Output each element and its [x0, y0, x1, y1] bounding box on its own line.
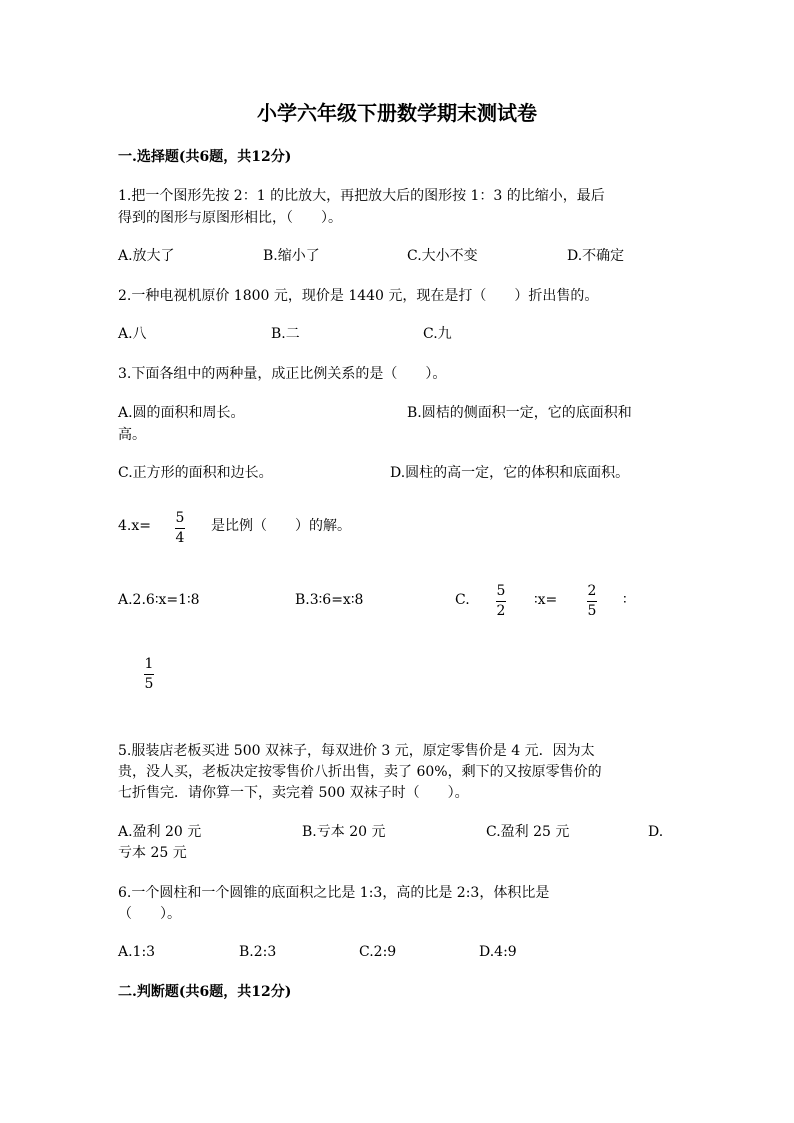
question-4-option-c-fraction-3: [144, 657, 154, 692]
page-title: 小学六年级下册数学期末测试卷: [257, 101, 537, 125]
question-4-fraction: [175, 511, 185, 546]
question-1-option-b[interactable]: B.缩小了: [263, 248, 320, 264]
question-4-option-c-mid: ∶x=: [534, 592, 558, 608]
fraction-denominator: 4: [175, 530, 185, 546]
question-3-option-c[interactable]: C.正方形的面积和边长。: [118, 465, 273, 481]
fraction-bar: [144, 674, 154, 675]
fraction-denominator: 2: [496, 603, 506, 619]
question-5-line-1: 5.服装店老板买进 500 双袜子，每双进价 3 元，原定零售价是 4 元．因为太: [118, 743, 595, 759]
fraction-bar: [587, 601, 597, 602]
question-4-option-c-colon: ∶: [623, 592, 627, 608]
fraction-denominator: 5: [587, 603, 597, 619]
question-1-option-d[interactable]: D.不确定: [567, 248, 625, 264]
question-6-option-d[interactable]: D.4:9: [479, 944, 517, 960]
question-6-line-1: 6.一个圆柱和一个圆锥的底面积之比是 1:3，高的比是 2:3，体积比是: [118, 885, 550, 901]
question-6-option-a[interactable]: A.1:3: [118, 944, 156, 960]
fraction-numerator: 5: [175, 510, 185, 526]
fraction-bar: [496, 601, 506, 602]
question-5-option-d[interactable]: D.: [648, 824, 664, 840]
fraction-bar: [175, 528, 185, 529]
question-4-option-a[interactable]: A.2.6∶x=1∶8: [118, 592, 200, 608]
question-2-option-b[interactable]: B.二: [271, 326, 300, 342]
question-3-line-1: 3.下面各组中的两种量，成正比例关系的是（ ）。: [118, 366, 447, 382]
question-4-option-b[interactable]: B.3∶6=x∶8: [295, 592, 364, 608]
question-3-option-a[interactable]: A.圆的面积和周长。: [118, 405, 245, 421]
question-6-option-c[interactable]: C.2:9: [359, 944, 397, 960]
question-3-option-d[interactable]: D.圆柱的高一定，它的体积和底面积。: [390, 465, 630, 481]
question-4-suffix: 是比例（ ）的解。: [211, 518, 351, 534]
fraction-numerator: 1: [144, 656, 154, 672]
question-4-prefix: 4.x=: [118, 518, 151, 534]
question-2-option-a[interactable]: A.八: [118, 326, 147, 342]
section-heading-judgement: 二.判断题(共6题，共12分): [118, 984, 292, 1000]
question-5-option-b[interactable]: B.亏本 20 元: [302, 824, 386, 840]
question-2-option-c[interactable]: C.九: [423, 326, 452, 342]
question-5-option-d-wrap: 亏本 25 元: [118, 845, 187, 861]
question-5-line-2: 贵，没人买，老板决定按零售价八折出售，卖了 60%，剩下的又按原零售价的: [118, 764, 602, 780]
question-1-option-c[interactable]: C.大小不变: [407, 248, 478, 264]
question-1-line-1: 1.把一个图形先按 2：1 的比放大，再把放大后的图形按 1：3 的比缩小，最后: [118, 188, 605, 204]
question-1-line-2: 得到的图形与原图形相比，（ ）。: [118, 210, 342, 226]
question-4-option-c-fraction-1: [496, 584, 506, 619]
question-3-option-b-wrap: 高。: [118, 427, 146, 443]
question-4-option-c[interactable]: C.: [455, 592, 470, 608]
fraction-denominator: 5: [144, 676, 154, 692]
question-5-line-3: 七折售完．请你算一下，卖完着 500 双袜子时（ ）。: [118, 785, 469, 801]
question-1-option-a[interactable]: A.放大了: [118, 248, 175, 264]
fraction-numerator: 2: [587, 583, 597, 599]
question-5-option-a[interactable]: A.盈利 20 元: [118, 824, 202, 840]
question-6-option-b[interactable]: B.2:3: [239, 944, 277, 960]
question-4-option-c-fraction-2: [587, 584, 597, 619]
question-5-option-c[interactable]: C.盈利 25 元: [486, 824, 570, 840]
question-6-line-2: （ ）。: [118, 906, 181, 922]
question-3-option-b[interactable]: B.圆桔的侧面积一定，它的底面积和: [407, 405, 632, 421]
fraction-numerator: 5: [496, 583, 506, 599]
section-heading-choice: 一.选择题(共6题，共12分): [118, 149, 292, 165]
question-2-line-1: 2.一种电视机原价 1800 元，现价是 1440 元，现在是打（ ）折出售的。: [118, 288, 599, 304]
